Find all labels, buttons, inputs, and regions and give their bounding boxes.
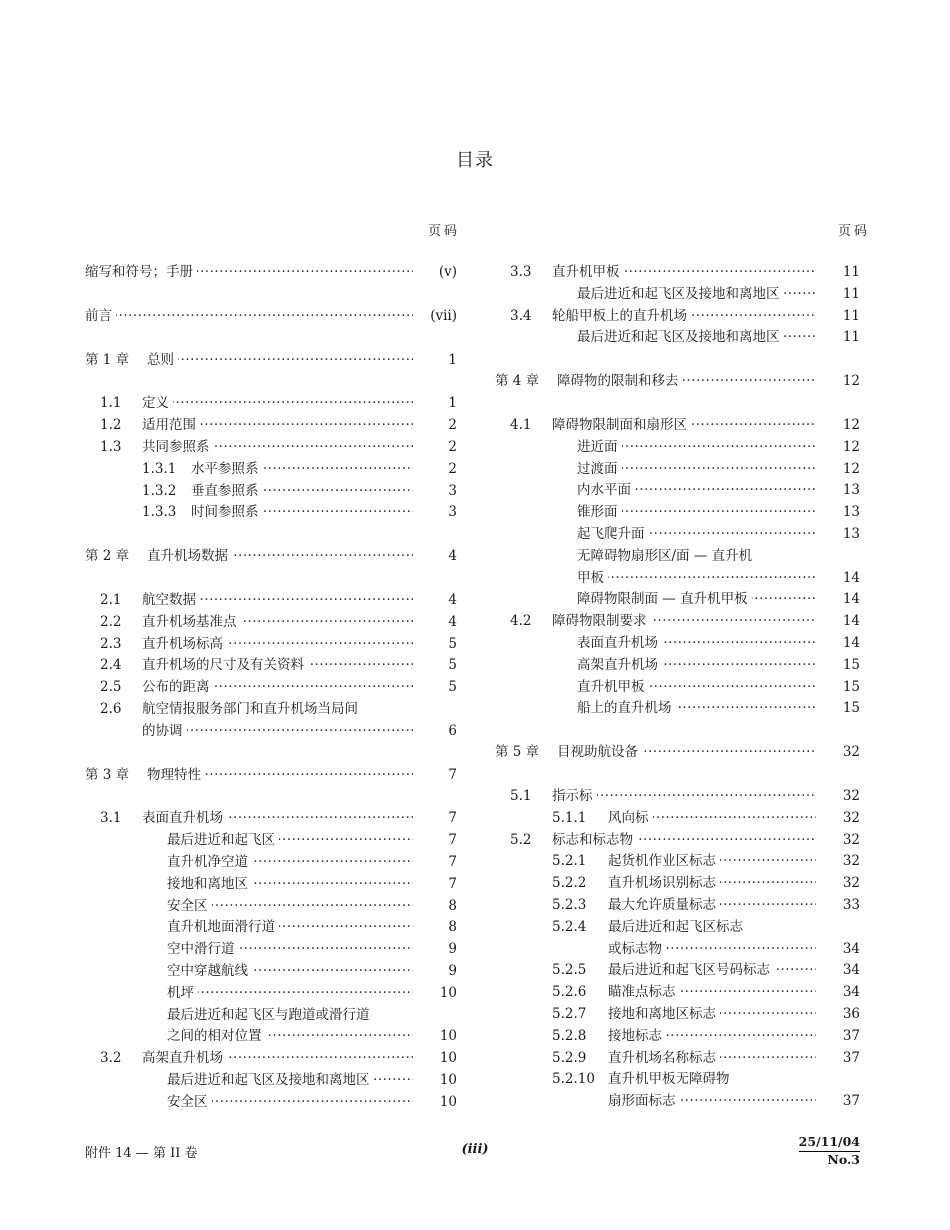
toc-entry-title: 甲板 xyxy=(577,570,608,586)
toc-entry-page: 14 xyxy=(842,591,860,608)
toc-entry-number: 5.1.1 xyxy=(552,809,587,826)
toc-entry-page: 6 xyxy=(448,722,457,739)
toc-entry-title: 直升机甲板无障碍物 xyxy=(608,1071,734,1087)
toc-entry-page: 14 xyxy=(842,569,860,586)
toc-entry-page: 12 xyxy=(842,373,860,390)
toc-entry-number: 5.2.5 xyxy=(552,962,587,979)
toc-entry-page: 5 xyxy=(448,635,457,652)
toc-entry-page: 7 xyxy=(448,853,457,870)
toc-entry-title: 直升机场数据 xyxy=(147,548,232,564)
toc-entry-page: 1 xyxy=(448,395,457,412)
toc-entry-page: 11 xyxy=(842,264,860,280)
toc-entry-page: 3 xyxy=(448,482,457,499)
toc-entry-title: 船上的直升机场 xyxy=(577,700,676,716)
toc-entry[interactable] xyxy=(85,546,457,568)
toc-entry-title: 直升机甲板 xyxy=(577,679,649,695)
toc-entry-title: 风向标 xyxy=(608,810,653,826)
toc-entry[interactable] xyxy=(495,1069,860,1091)
toc-entry-number: 第 2 章 xyxy=(85,548,130,565)
toc-entry-number: 5.2.1 xyxy=(552,853,587,870)
toc-entry[interactable] xyxy=(85,655,457,677)
toc-entry-title: 或标志物 xyxy=(608,941,666,957)
toc-entry-number: 第 4 章 xyxy=(495,373,540,390)
page-title: 目录 xyxy=(456,150,494,171)
toc-entry[interactable] xyxy=(85,415,457,437)
footer-page-number: (iii) xyxy=(461,1142,489,1157)
toc-entry-number: 第 5 章 xyxy=(495,744,540,761)
toc-entry-title: 表面直升机场 xyxy=(577,635,662,651)
toc-entry-number: 1.3.3 xyxy=(142,504,177,521)
toc-entry-page: 32 xyxy=(842,831,860,848)
toc-entry-page: 2 xyxy=(448,438,457,455)
toc-entry-page: 14 xyxy=(842,613,860,630)
toc-entry[interactable] xyxy=(85,961,457,983)
toc-entry-title: 进近面 xyxy=(577,439,622,455)
toc-entry-title: 表面直升机场 xyxy=(142,810,227,826)
toc-entry-title: 机坪 xyxy=(167,985,198,1001)
toc-entry-page: 14 xyxy=(842,634,860,651)
toc-entry[interactable] xyxy=(495,917,860,939)
toc-entry-title: 直升机场识别标志 xyxy=(608,875,720,891)
toc-entry[interactable] xyxy=(85,590,457,612)
toc-entry-number: 2.6 xyxy=(100,700,122,717)
toc-entry-number: 5.2.6 xyxy=(552,984,587,1001)
toc-entry-title: 定义 xyxy=(142,395,173,411)
toc-entry-title: 直升机地面滑行道 xyxy=(167,919,279,935)
toc-entry-title: 目视助航设备 xyxy=(557,744,642,760)
toc-entry-page: 3 xyxy=(448,504,457,521)
toc-entry[interactable] xyxy=(495,851,860,873)
toc-entry[interactable] xyxy=(495,677,860,699)
toc-entry[interactable] xyxy=(85,1092,457,1114)
toc-entry-page: 10 xyxy=(439,1050,457,1067)
toc-entry-page: 8 xyxy=(448,919,457,936)
toc-entry-number: 1.2 xyxy=(100,417,122,434)
page-number-label-left: 页码 xyxy=(428,224,461,239)
toc-entry[interactable] xyxy=(495,960,860,982)
toc-entry-page: 11 xyxy=(842,329,860,346)
toc-entry-page: 36 xyxy=(842,1005,860,1022)
toc-entry-page: 7 xyxy=(448,766,457,783)
toc-entry[interactable] xyxy=(85,677,457,699)
toc-entry-title: 接地和离地区标志 xyxy=(608,1006,720,1022)
toc-entry-page: 12 xyxy=(842,438,860,455)
toc-entry-title: 最后进近和起飞区号码标志 xyxy=(608,962,774,978)
toc-entry-page: 32 xyxy=(842,744,860,761)
toc-entry-title: 障碍物的限制和移去 xyxy=(557,373,683,389)
toc-entry[interactable] xyxy=(495,939,860,961)
toc-entry-page: 12 xyxy=(842,416,860,433)
toc-entry-page: 32 xyxy=(842,809,860,826)
toc-entry-title: 物理特性 xyxy=(147,767,205,783)
toc-entry-page: 12 xyxy=(842,460,860,477)
toc-entry-title: 直升机场名称标志 xyxy=(608,1050,720,1066)
toc-entry[interactable] xyxy=(495,655,860,677)
toc-entry[interactable] xyxy=(85,808,457,830)
toc-entry[interactable] xyxy=(495,502,860,524)
toc-entry[interactable] xyxy=(495,546,860,568)
toc-entry-title: 扇形面标志 xyxy=(608,1093,680,1109)
toc-entry-number: 4.2 xyxy=(510,613,532,630)
toc-entry[interactable] xyxy=(495,633,860,655)
toc-entry-number: 1.1 xyxy=(100,395,122,412)
toc-entry-title: 之间的相对位置 xyxy=(167,1028,266,1044)
toc-entry-number: 第 1 章 xyxy=(85,351,130,368)
toc-entry-page: 11 xyxy=(842,285,860,302)
toc-entry-title: 障碍物限制要求 xyxy=(552,613,651,629)
toc-entry[interactable] xyxy=(85,634,457,656)
toc-entry-title: 直升机净空道 xyxy=(167,854,252,870)
toc-entry[interactable] xyxy=(495,786,860,808)
toc-entry-page: 34 xyxy=(842,984,860,1001)
toc-entry[interactable] xyxy=(495,371,860,393)
toc-entry-number: 2.3 xyxy=(100,635,122,652)
toc-entry-title: 指示标 xyxy=(552,788,597,804)
toc-column-left xyxy=(85,262,457,1114)
toc-entry[interactable] xyxy=(85,502,457,524)
toc-entry-title: 总则 xyxy=(147,352,178,368)
toc-entry-page: 4 xyxy=(448,613,457,630)
toc-entry[interactable] xyxy=(85,896,457,918)
toc-entry[interactable] xyxy=(85,721,457,743)
toc-entry[interactable] xyxy=(85,939,457,961)
toc-entry-number: 5.2.10 xyxy=(552,1071,595,1088)
toc-entry-title: 接地标志 xyxy=(608,1028,666,1044)
toc-entry-number: 3.3 xyxy=(510,264,532,280)
toc-entry-page: 13 xyxy=(842,525,860,542)
toc-entry-page: 4 xyxy=(448,591,457,608)
toc-entry[interactable] xyxy=(85,1070,457,1092)
toc-entry-title: 航空数据 xyxy=(142,592,200,608)
toc-entry[interactable] xyxy=(85,765,457,787)
toc-entry-title: 最后进近和起飞区标志 xyxy=(608,919,747,935)
toc-entry-page: 5 xyxy=(448,679,457,696)
toc-entry-title: 起货机作业区标志 xyxy=(608,853,720,869)
toc-entry-title: 障碍物限制面 — 直升机甲板 xyxy=(577,591,752,607)
toc-entry[interactable] xyxy=(495,1026,860,1048)
footer-revision xyxy=(799,1134,860,1168)
toc-entry[interactable] xyxy=(495,327,860,349)
toc-entry-page: 7 xyxy=(448,832,457,849)
toc-entry[interactable] xyxy=(495,1091,860,1113)
toc-entry-number: 5.2.8 xyxy=(552,1027,587,1044)
toc-entry-page: 7 xyxy=(448,875,457,892)
toc-entry-number: 5.2.9 xyxy=(552,1049,587,1066)
toc-entry-title: 直升机场基准点 xyxy=(142,614,241,630)
toc-entry[interactable] xyxy=(495,982,860,1004)
toc-entry-title: 公布的距离 xyxy=(142,679,214,695)
toc-entry-number: 1.3.1 xyxy=(142,460,177,477)
toc-column-right xyxy=(495,262,860,1113)
toc-entry-title: 锥形面 xyxy=(577,504,622,520)
toc-entry-page: 37 xyxy=(842,1027,860,1044)
toc-entry-page: 8 xyxy=(448,897,457,914)
toc-entry[interactable] xyxy=(495,742,860,764)
toc-entry-page: 15 xyxy=(842,678,860,695)
toc-entry-number: 3.2 xyxy=(100,1050,122,1067)
toc-entry-number: 5.2 xyxy=(510,831,532,848)
toc-entry-page: 10 xyxy=(439,1093,457,1110)
footer-date: 25/11/04 xyxy=(799,1134,860,1152)
toc-entry-page: 1 xyxy=(448,351,457,368)
toc-entry-title: 过渡面 xyxy=(577,461,622,477)
toc-entry[interactable] xyxy=(495,568,860,590)
toc-entry[interactable] xyxy=(85,262,457,284)
toc-entry-title: 高架直升机场 xyxy=(577,657,662,673)
toc-entry-number: 3.1 xyxy=(100,810,122,827)
toc-entry[interactable] xyxy=(85,481,457,503)
toc-entry[interactable] xyxy=(495,306,860,328)
toc-entry-number: 5.2.7 xyxy=(552,1005,587,1022)
toc-entry-page: 33 xyxy=(842,896,860,913)
toc-entry-title: 空中穿越航线 xyxy=(167,963,252,979)
toc-entry-title: 缩写和符号；手册 xyxy=(85,264,197,280)
toc-entry-title: 安全区 xyxy=(167,1094,212,1110)
toc-entry-number: 5.2.2 xyxy=(552,875,587,892)
toc-entry[interactable] xyxy=(495,480,860,502)
toc-entry-title: 最大允许质量标志 xyxy=(608,897,720,913)
toc-entry-page: 2 xyxy=(448,417,457,434)
toc-entry-page: 5 xyxy=(448,657,457,674)
toc-entry[interactable] xyxy=(495,1004,860,1026)
toc-entry[interactable] xyxy=(495,1048,860,1070)
toc-entry-page: 32 xyxy=(842,875,860,892)
toc-entry[interactable] xyxy=(85,437,457,459)
toc-entry[interactable] xyxy=(85,874,457,896)
toc-entry[interactable] xyxy=(85,612,457,634)
toc-entry-title: 共同参照系 xyxy=(142,439,214,455)
toc-entry-title: 航空情报服务部门和直升机场当局间 xyxy=(142,701,362,717)
toc-entry-page: 7 xyxy=(448,810,457,827)
toc-entry-title: 最后进近和起飞区及接地和离地区 xyxy=(577,286,784,302)
toc-entry-page: 34 xyxy=(842,940,860,957)
toc-entry[interactable] xyxy=(495,415,860,437)
toc-entry[interactable] xyxy=(495,808,860,830)
toc-entry[interactable] xyxy=(495,284,860,306)
toc-entry-page: 37 xyxy=(842,1049,860,1066)
page-number-label-right: 页码 xyxy=(838,224,871,239)
toc-entry-page: 9 xyxy=(448,962,457,979)
toc-entry-number: 3.4 xyxy=(510,307,532,324)
toc-entry[interactable] xyxy=(85,1026,457,1048)
toc-entry-number: 5.2.4 xyxy=(552,918,587,935)
toc-entry-page: 4 xyxy=(448,548,457,565)
toc-entry[interactable] xyxy=(85,983,457,1005)
footer-amendment-number: No.3 xyxy=(827,1152,860,1167)
toc-entry-number: 5.2.3 xyxy=(552,896,587,913)
toc-entry-page: 9 xyxy=(448,941,457,958)
toc-entry-page: 10 xyxy=(439,984,457,1001)
toc-entry-page: 11 xyxy=(842,307,860,324)
toc-entry-page: 10 xyxy=(439,1071,457,1088)
toc-entry-number: 2.2 xyxy=(100,613,122,630)
toc-entry-title: 轮船甲板上的直升机场 xyxy=(552,308,691,324)
toc-entry-page: 34 xyxy=(842,962,860,979)
toc-entry-page: 32 xyxy=(842,787,860,804)
toc-entry-title: 接地和离地区 xyxy=(167,876,252,892)
toc-entry[interactable] xyxy=(495,698,860,720)
toc-entry[interactable] xyxy=(85,917,457,939)
toc-entry-number: 1.3 xyxy=(100,438,122,455)
toc-entry-title: 直升机场标高 xyxy=(142,636,227,652)
toc-entry-title: 时间参照系 xyxy=(191,504,263,520)
toc-entry-page: (vii) xyxy=(430,307,457,324)
toc-entry-title: 起飞爬升面 xyxy=(577,526,649,542)
toc-entry-title: 内水平面 xyxy=(577,482,635,498)
toc-entry-page: 32 xyxy=(842,853,860,870)
toc-entry[interactable] xyxy=(85,699,457,721)
toc-entry[interactable] xyxy=(85,830,457,852)
toc-entry-title: 最后进近和起飞区 xyxy=(167,832,279,848)
toc-entry[interactable] xyxy=(85,459,457,481)
toc-entry[interactable] xyxy=(495,589,860,611)
toc-entry[interactable] xyxy=(495,830,860,852)
toc-entry-title: 最后进近和起飞区及接地和离地区 xyxy=(577,329,784,345)
toc-entry-title: 安全区 xyxy=(167,898,212,914)
toc-entry-number: 4.1 xyxy=(510,416,532,433)
toc-entry[interactable] xyxy=(85,1005,457,1027)
toc-entry[interactable] xyxy=(85,306,457,328)
toc-entry-title: 适用范围 xyxy=(142,417,200,433)
toc-entry-title: 直升机场的尺寸及有关资料 xyxy=(142,657,308,673)
toc-entry-number: 5.1 xyxy=(510,787,532,804)
toc-entry-title: 无障碍物扇形区/面 — 直升机 xyxy=(577,548,756,564)
toc-entry-page: 2 xyxy=(448,460,457,477)
toc-entry-page: 15 xyxy=(842,656,860,673)
footer-annex-label: 附件 14 — 第 II 卷 xyxy=(85,1146,198,1161)
toc-entry[interactable] xyxy=(85,852,457,874)
toc-entry-title: 瞄准点标志 xyxy=(608,984,680,1000)
toc-entry-title: 水平参照系 xyxy=(191,461,263,477)
toc-entry-number: 2.5 xyxy=(100,679,122,696)
toc-entry-page: 10 xyxy=(439,1028,457,1045)
toc-entry[interactable] xyxy=(495,873,860,895)
toc-entry-title: 垂直参照系 xyxy=(191,483,263,499)
toc-entry-title: 最后进近和起飞区与跑道或滑行道 xyxy=(167,1007,374,1023)
toc-entry[interactable] xyxy=(495,524,860,546)
toc-entry-title: 的协调 xyxy=(142,723,187,739)
toc-entry[interactable] xyxy=(495,262,860,284)
toc-entry[interactable] xyxy=(85,1048,457,1070)
toc-entry[interactable] xyxy=(495,437,860,459)
toc-entry-title: 障碍物限制面和扇形区 xyxy=(552,417,691,433)
toc-entry-title: 最后进近和起飞区及接地和离地区 xyxy=(167,1072,374,1088)
toc-entry[interactable] xyxy=(85,393,457,415)
toc-entry-number: 第 3 章 xyxy=(85,766,130,783)
toc-entry[interactable] xyxy=(495,895,860,917)
toc-entry-page: (v) xyxy=(438,264,457,280)
toc-entry[interactable] xyxy=(495,611,860,633)
toc-entry[interactable] xyxy=(85,350,457,372)
toc-entry-number: 2.1 xyxy=(100,591,122,608)
toc-entry-number: 2.4 xyxy=(100,657,122,674)
toc-entry-number: 1.3.2 xyxy=(142,482,177,499)
toc-entry-title: 标志和标志物 xyxy=(552,832,637,848)
toc-entry[interactable] xyxy=(495,459,860,481)
toc-entry-title: 高架直升机场 xyxy=(142,1050,227,1066)
toc-entry-page: 15 xyxy=(842,700,860,717)
toc-entry-page: 13 xyxy=(842,504,860,521)
toc-entry-page: 37 xyxy=(842,1093,860,1110)
toc-entry-title: 直升机甲板 xyxy=(552,264,624,280)
toc-entry-page: 13 xyxy=(842,482,860,499)
toc-entry-title: 空中滑行道 xyxy=(167,941,239,957)
toc-entry-title: 前言 xyxy=(85,308,116,324)
